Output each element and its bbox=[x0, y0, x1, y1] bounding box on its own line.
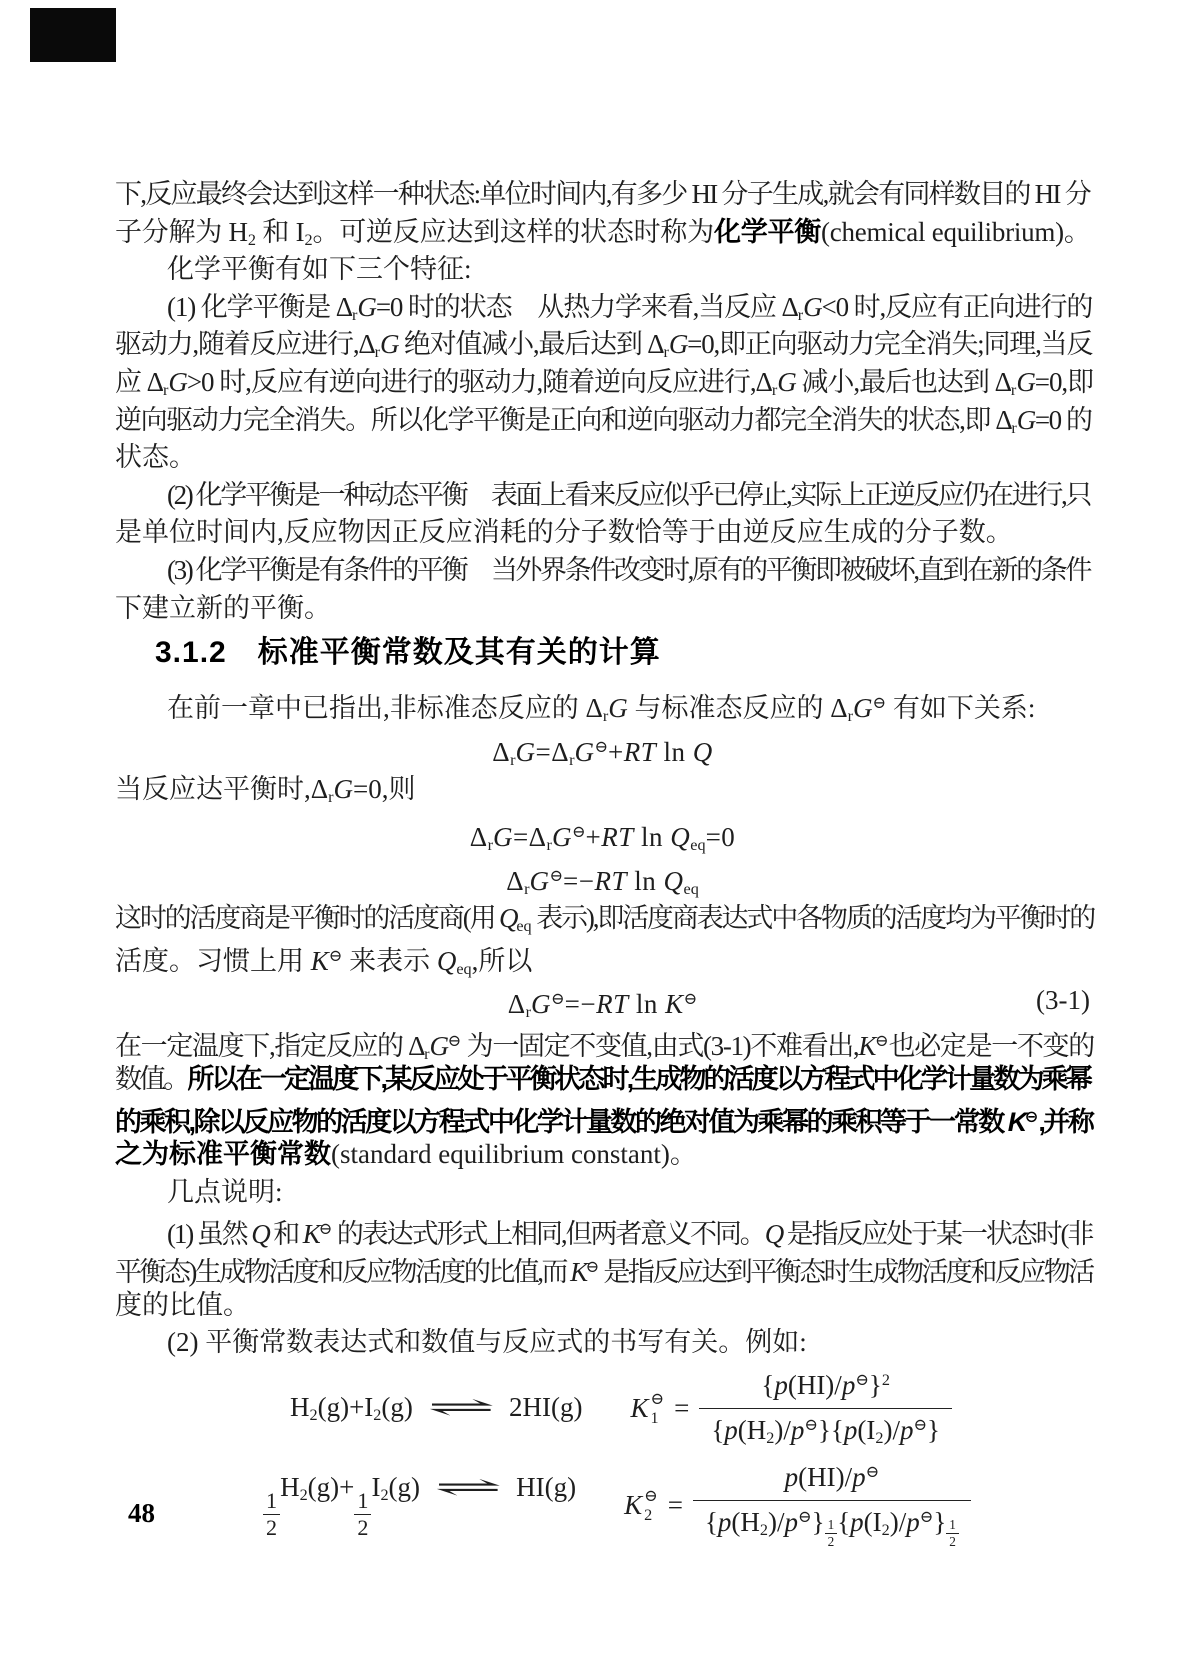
text-line: (1) 虽然 Q 和 K⊖ 的表达式形式上相同,但两者意义不同。Q 是指反应处于某一状态时(非 bbox=[167, 1219, 1093, 1250]
display-equation: $\Delta_rG^⊖=-RT$ ln K⊖ (3-1) bbox=[115, 980, 1090, 1020]
section-heading: 3.1.2 标准平衡常数及其有关的计算 bbox=[155, 636, 661, 670]
text-line: 应 $\Delta_rG>0$ 时,反应有逆向进行的驱动力,随着逆向反应进行$,\Delta_rG$ 减小,最后也达到 $\Delta_rG=0$,即 bbox=[115, 366, 1094, 400]
vertical-fraction: $\frac{1}{2}$ bbox=[354, 1489, 371, 1538]
text-line: 下,反应最终会达到这样一种状态:单位时间内,有多少 HI 分子生成,就会有同样数目的 HI 分 bbox=[115, 179, 1090, 209]
text-line: 状态。 bbox=[115, 442, 196, 473]
equilibrium-arrow-icon: ⇌ bbox=[427, 1392, 495, 1423]
text-line: 是单位时间内,反应物因正反应消耗的分子数恰等于由逆反应生成的分子数。 bbox=[115, 517, 1013, 548]
reaction-formula: $H_2(g)+I_2(g)$ ⇌ 2HI(g) bbox=[290, 1392, 583, 1425]
text-line: 下建立新的平衡。 bbox=[115, 592, 331, 623]
text-line: 数值。所以在一定温度下,某反应处于平衡状态时,生成物的活度以方程式中化学计量数为乘幂 bbox=[115, 1064, 1090, 1095]
text-line: 当反应达平衡时$,\Delta_rG=0$,则 bbox=[115, 773, 416, 806]
text-line: 在一定温度下,指定反应的 $\Delta_rG^⊖$ 为一固定不变值,由式(3-1)不难看出,K⊖也必定是一不变的 bbox=[115, 1031, 1094, 1064]
vertical-fraction: $\frac{1}{2}$ bbox=[263, 1489, 280, 1538]
text-line: 化学平衡有如下三个特征: bbox=[167, 254, 472, 285]
display-equation: $\Delta_rG=\Delta_rG^⊖+RT$ ln Q bbox=[492, 736, 713, 769]
display-equation: $\Delta_rG=\Delta_rG^⊖+RT$ $\ln Q_{eq}=0$ bbox=[469, 822, 736, 855]
equation-number: (3-1) bbox=[1036, 984, 1090, 1015]
text-line: (2) 化学平衡是一种动态平衡 表面上看来反应似乎已停止,实际上正逆反应仍在进行,只 bbox=[167, 479, 1090, 510]
text-line: 度的比值。 bbox=[115, 1289, 250, 1320]
reaction-formula: $\frac{1}{2}$ $H_2(g)+$ $\frac{1}{2}$ $I_2(g)$ ⇌ HI(g) bbox=[263, 1472, 576, 1539]
text-line: 在前一章中已指出,非标准态反应的 $\Delta_rG$ 与标准态反应的 $\Delta_rG^⊖$ 有如下关系: bbox=[167, 693, 1036, 726]
text-line: 之为标准平衡常数(standard equilibrium constant)。 bbox=[115, 1139, 697, 1170]
text-line: 平衡态)生成物活度和反应物活度的比值,而 K⊖ 是指反应达到平衡态时生成物活度和反应物活 bbox=[115, 1256, 1093, 1287]
text-line: 这时的活度商是平衡时的活度商(用 $Q_{eq}$ 表示),即活度商表达式中各物质的活度均为平衡时的 bbox=[115, 903, 1095, 936]
reaction-equation bbox=[290, 1370, 1090, 1448]
doc-body bbox=[115, 176, 1095, 1550]
text-line: 逆向驱动力完全消失。所以化学平衡是正向和逆向驱动力都完全消失的状态,即 $\Delta_rG=0$ 的 bbox=[115, 404, 1092, 437]
vertical-fraction: 1 2 bbox=[825, 1518, 838, 1549]
vertical-fraction: 1 2 bbox=[946, 1518, 959, 1549]
scan-mark bbox=[30, 8, 116, 62]
text-line: (2) 平衡常数表达式和数值与反应式的书写有关。例如: bbox=[167, 1327, 807, 1358]
text-line: (1) 化学平衡是 $\Delta_rG=0$ 时的状态 从热力学来看,当反应 $\Delta_rG<0$ 时,反应有正向进行的 bbox=[167, 291, 1093, 324]
equilibrium-constant-expression: K ⊖ 1 = $\frac{\{p(HI)/p^⊖\}^2}{\{p(H_2)/p^⊖\}\{p(I_2)/p^⊖\}}$ bbox=[630, 1370, 952, 1448]
display-equation: $\Delta_rG^⊖=-RT$ $\ln Q_{eq}$ bbox=[506, 866, 699, 899]
text-line: 的乘积,除以反应物的活度以方程式中化学计量数的绝对值为乘幂的乘积等于一常数 K⊖,并称 bbox=[115, 1106, 1093, 1137]
page-number: 48 bbox=[128, 1498, 155, 1528]
text-line: 驱动力,随着反应进行$,\Delta_rG$ 绝对值减小,最后达到 $\Delta_rG=0$,即正向驱动力完全消失;同理,当反 bbox=[115, 329, 1093, 362]
equilibrium-arrow-icon: ⇌ bbox=[434, 1472, 503, 1503]
text-line: 几点说明: bbox=[167, 1176, 283, 1207]
text-line: 子分解为 $H_2$ 和 $I_2$。可逆反应达到这样的状态时称为化学平衡(chemical equilibrium)。 bbox=[115, 216, 1091, 249]
text-line: (3) 化学平衡是有条件的平衡 当外界条件改变时,原有的平衡即被破坏,直到在新的条件 bbox=[167, 554, 1090, 585]
equilibrium-constant-expression: K ⊖ 2 = p(HI)/p⊖ $\{p(H_2)/p^⊖\}$ $^{\frac{1}{2}}$ $\{p(I_2)/p^⊖\}$ $^{\frac{1}{2}}$ bbox=[624, 1462, 971, 1549]
text-line: 活度。习惯上用 K⊖ 来表示 $Q_{eq}$,所以 bbox=[115, 945, 533, 978]
reaction-equation bbox=[263, 1462, 1090, 1549]
